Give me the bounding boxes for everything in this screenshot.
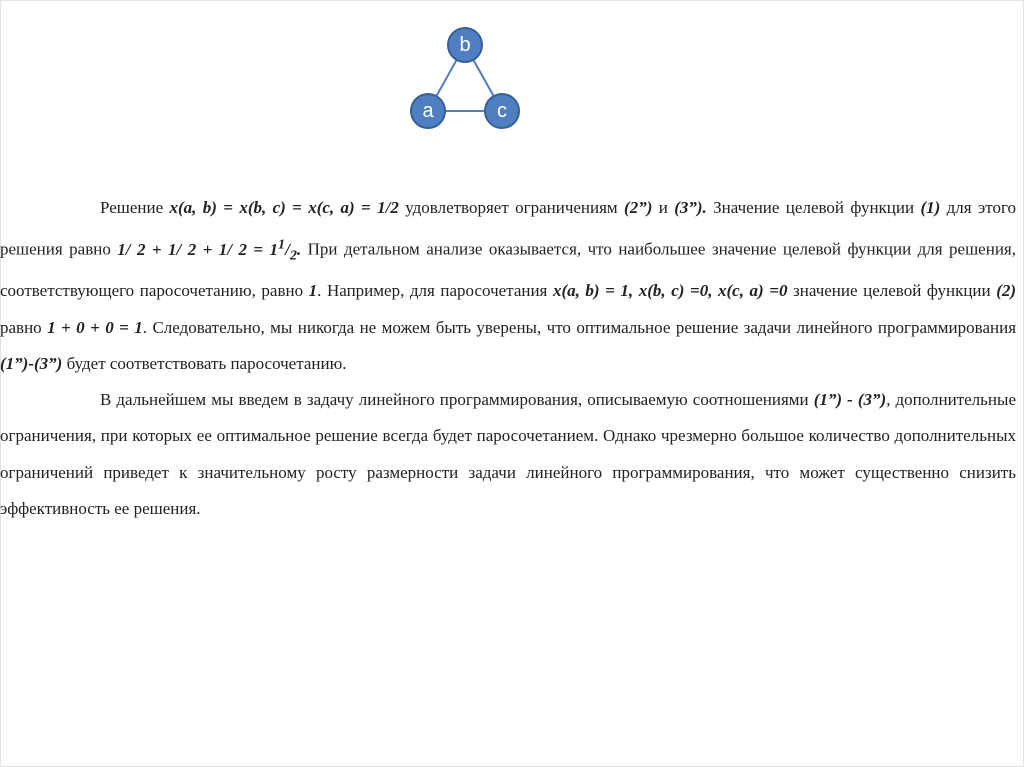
- node-c: [485, 94, 519, 128]
- body-text: [0, 190, 1016, 528]
- node-a: [411, 94, 445, 128]
- node-a-label: a: [422, 100, 434, 122]
- expr-half-solution: x(a, b) = x(b, c) = x(c, a) = 1/2: [169, 198, 399, 217]
- sum-expression: 1/ 2 + 1/ 2 + 1/ 2 = 1: [117, 239, 279, 259]
- paragraph-2: В дальнейшем мы введем в задачу линейного программирования, описываемую соотношениями (1”) - (3”), дополнительные ограничения, при которых ее оптимальное решение всегда будет паросочетанием. Однако чрезмерно большое количество дополнительных ограничений приведет к значительному росту размерности задачи линейного программирования, что может существенно снизить эффективность ее решения.: [0, 390, 1016, 519]
- triangle-graph: [0, 0, 1024, 160]
- node-b: [448, 28, 482, 62]
- expr-matching: x(a, b) = 1, x(b, c) =0, x(c, a) =0: [552, 281, 788, 301]
- node-c-label: c: [497, 100, 507, 122]
- paragraph-1: Решение x(a, b) = x(b, c) = x(c, a) = 1/2 удовлетворяет ограничениям (2”) и (3”). Значение целевой функции (1) для этого решения равно 1/ 2 + 1/ 2 + 1/ $2 = 1^1/_2$. При детальном анализе оказывается, что наибольшее значение целевой функции для решения, соответствующего паросочетанию, равно 1. Например, для паросочетания x(a, b) = 1, x(b, c) =0, x(c, a) =0 значение целевой функции (2) равно 1 + 0 + 0 = 1. Следовательно, мы никогда не можем быть уверены, что оптимальное решение задачи линейного программирования (1”)-(3”) будет соответствовать паросочетанию.: [0, 198, 1017, 373]
- node-b-label: b: [459, 34, 471, 56]
